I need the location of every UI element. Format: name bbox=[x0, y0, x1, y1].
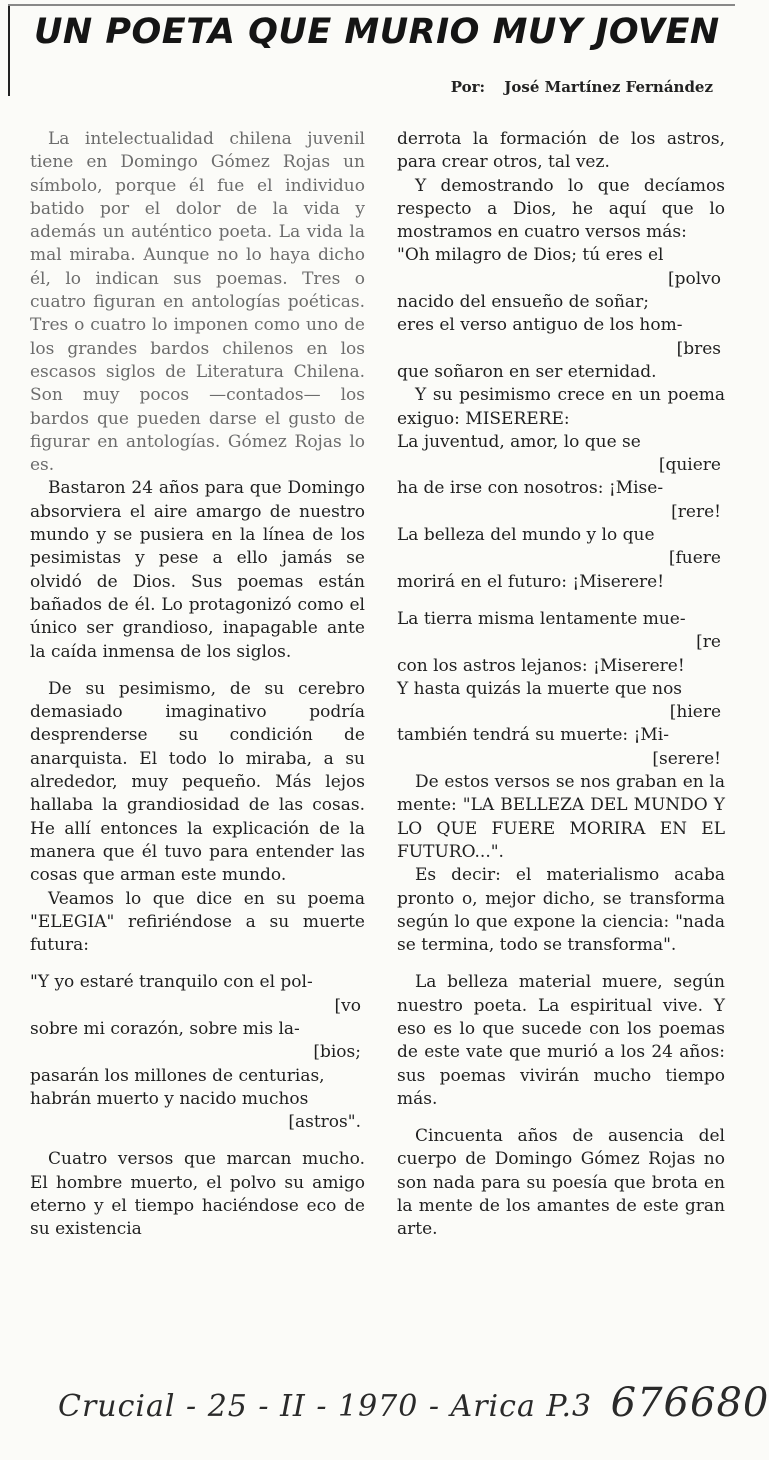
byline-prefix: Por: bbox=[450, 78, 486, 96]
paragraph-es-decir: Es decir: el materialismo acaba pronto o, mejor dicho, se transforma según lo que expone la ciencia: "nada se termina, todo se transforma". bbox=[397, 865, 725, 956]
verse-continuation: [rere! bbox=[671, 501, 721, 522]
article-headline: UN POETA QUE MURIO MUY JOVEN bbox=[34, 12, 720, 52]
paragraph-gap bbox=[30, 957, 365, 971]
verse-continuation: [serere! bbox=[652, 748, 721, 769]
paragraph-cincuenta-anos: Cincuenta años de ausencia del cuerpo de Domingo Gómez Rojas no son nada para su poesía que brota en la mente de los amantes de este gran arte. bbox=[397, 1126, 725, 1240]
handwritten-catalog-number: 676680 bbox=[610, 1380, 769, 1426]
top-border-rule bbox=[8, 4, 735, 6]
elegia-verse bbox=[30, 971, 365, 1134]
paragraph-belleza-material: La belleza material muere, según nuestro poeta. La espiritual vive. Y eso es lo que sucede con los poemas de este vate que murió a los 24 años: sus poemas vivirán mucho tiempo más. bbox=[397, 972, 725, 1109]
verse-continuation: [bios; bbox=[313, 1042, 361, 1063]
left-column bbox=[30, 128, 365, 1242]
byline-author: José Martínez Fernández bbox=[504, 78, 713, 96]
paragraph-derrota: derrota la formación de los astros, para crear otros, tal vez. bbox=[397, 129, 725, 173]
verse-line: "Y yo estaré tranquilo con el pol- bbox=[30, 972, 313, 993]
paragraph-gap bbox=[30, 664, 365, 678]
article-byline bbox=[451, 78, 713, 96]
paragraph-gap bbox=[30, 1134, 365, 1148]
verse-line: La tierra misma lentamente mue- bbox=[397, 608, 686, 629]
paragraph-demostrando: Y demostrando lo que decíamos respecto a Dios, he aquí que lo mostramos en cuatro versos más: bbox=[397, 175, 725, 243]
handwritten-source-date: Crucial - 25 - II - 1970 - Arica P.3 bbox=[58, 1389, 593, 1424]
verse-line: con los astros lejanos: ¡Miserere! bbox=[397, 655, 685, 676]
verse-line: también tendrá su muerte: ¡Mi- bbox=[397, 725, 669, 746]
verse-line: habrán muerto y nacido muchos bbox=[30, 1088, 309, 1109]
paragraph-bastaron: Bastaron 24 años para que Domingo absorviera el aire amargo de nuestro mundo y se pusiera en la línea de los pesimistas y pese a ello jamás se olvidó de Dios. Sus poemas están bañados de él. Lo protagonizó como el único ser grandioso, inapagable ante la caída inmensa de los siglos. bbox=[30, 478, 365, 662]
verse-line: ha de irse con nosotros: ¡Mise- bbox=[397, 478, 664, 499]
verse-continuation: [astros". bbox=[288, 1112, 361, 1133]
milagro-verse bbox=[397, 244, 725, 384]
verse-line: que soñaron en ser eternidad. bbox=[397, 361, 657, 382]
verse-continuation: [quiere bbox=[658, 455, 721, 476]
verse-line: morirá en el futuro: ¡Miserere! bbox=[397, 571, 665, 592]
miserere-verse-2 bbox=[397, 608, 725, 771]
verse-line: eres el verso antiguo de los hom- bbox=[397, 315, 683, 336]
paragraph-pesimismo: De su pesimismo, de su cerebro demasiado imaginativo podría desprenderse su condición de anarquista. El todo lo miraba, a su alrededor, muy pequeño. Más lejos hallaba la grandiosidad de las cosas. He allí entonces la explicación de la manera que él tuvo para entender las cosas que arman este mundo. bbox=[30, 678, 365, 886]
paragraph-cuatro-versos: Cuatro versos que marcan mucho. El hombre muerto, el polvo su amigo eterno y el tiempo haciéndose eco de su existencia bbox=[30, 1149, 365, 1240]
verse-continuation: [fuere bbox=[668, 548, 721, 569]
verse-continuation: [bres bbox=[676, 338, 721, 359]
verse-continuation: [hiere bbox=[669, 702, 721, 723]
verse-line: nacido del ensueño de soñar; bbox=[397, 292, 649, 313]
paragraph-graban: De estos versos se nos graban en la mente: "LA BELLEZA DEL MUNDO Y LO QUE FUERE MORIRA EN EL FUTURO...". bbox=[397, 772, 725, 862]
left-border-rule bbox=[8, 4, 10, 96]
verse-line: Y hasta quizás la muerte que nos bbox=[397, 678, 683, 699]
paragraph-pesimismo-crece: Y su pesimismo crece en un poema exiguo: MISERERE: bbox=[397, 385, 725, 429]
verse-line: pasarán los millones de centurias, bbox=[30, 1065, 325, 1086]
paragraph-intro: La intelectualidad chilena juvenil tiene en Domingo Gómez Rojas un símbolo, porque él fue el individuo batido por el dolor de la vida y además un auténtico poeta. La vida la mal miraba. Aunque no lo haya dicho él, lo indican sus poemas. Tres o cuatro figuran en antologías poéticas. Tres o cuatro lo imponen como uno de los grandes bardos chilenos en los escasos siglos de Literatura Chilena. Son muy pocos —contados— los bardos que pueden darse el gusto de figurar en antologías. Gómez Rojas lo es. bbox=[30, 129, 365, 476]
miserere-verse bbox=[397, 431, 725, 594]
right-column bbox=[397, 128, 725, 1242]
verse-continuation: [vo bbox=[334, 995, 361, 1016]
verse-continuation: [re bbox=[696, 632, 721, 653]
verse-line: La belleza del mundo y lo que bbox=[397, 525, 655, 546]
paragraph-gap bbox=[397, 1111, 725, 1125]
handwritten-archive-note bbox=[58, 1380, 769, 1426]
verse-line: "Oh milagro de Dios; tú eres el bbox=[397, 245, 664, 266]
paragraph-veamos: Veamos lo que dice en su poema "ELEGIA" refiriéndose a su muerte futura: bbox=[30, 888, 365, 956]
verse-line: sobre mi corazón, sobre mis la- bbox=[30, 1018, 300, 1039]
verse-continuation: [polvo bbox=[667, 268, 721, 289]
paragraph-gap bbox=[397, 594, 725, 608]
paragraph-gap bbox=[397, 957, 725, 971]
verse-line: La juventud, amor, lo que se bbox=[397, 431, 641, 452]
